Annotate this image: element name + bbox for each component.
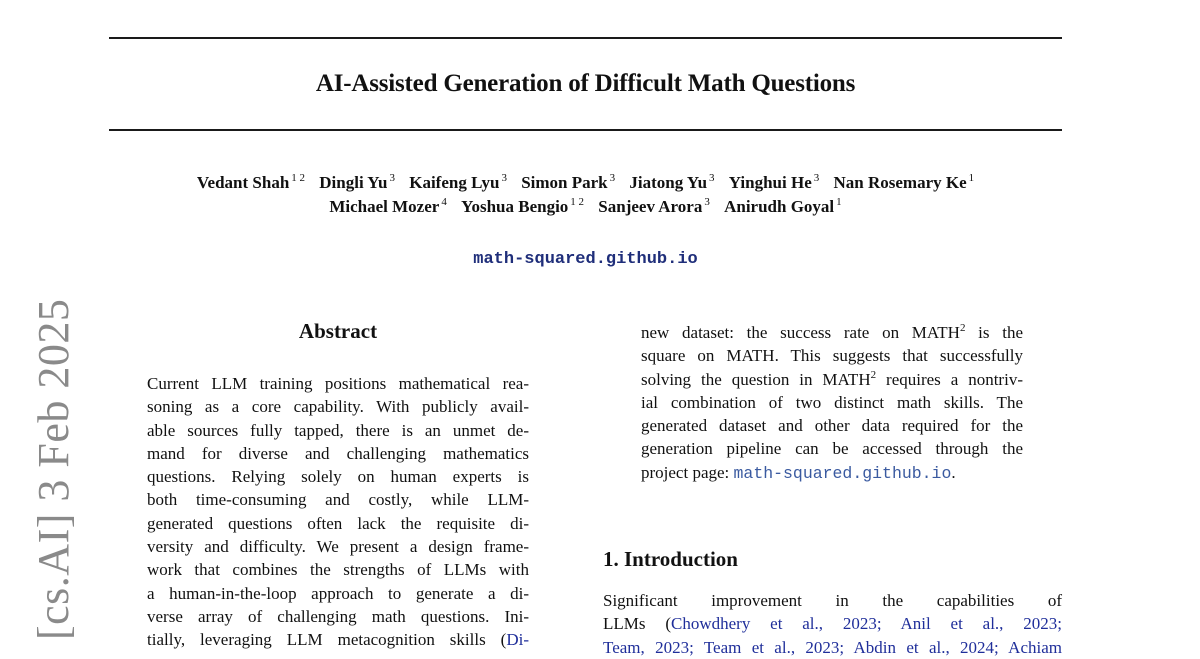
author: Yoshua Bengio $^{1 2}$ <box>461 196 585 216</box>
abstract-line: generated questions often lack the requisite di- <box>147 513 529 533</box>
author: Anirudh Goyal $^1$ <box>724 196 842 216</box>
top-rule <box>109 37 1062 39</box>
abstract-line: work that combines the strengths of LLMs with <box>147 560 529 580</box>
abstract-body <box>147 372 529 652</box>
title-bottom-rule <box>109 129 1062 131</box>
abstract-line: questions. Relying solely on human experts is <box>147 467 529 487</box>
abstract-line: both time-consuming and costly, while LLM- <box>147 490 529 510</box>
author: Dingli Yu $^3$ <box>319 172 395 192</box>
project-page-link[interactable]: math-squared.github.io <box>473 250 698 269</box>
author: Sanjeev Arora $^3$ <box>598 196 710 216</box>
abstract-line: tially, leveraging LLM metacognition skills (Di- <box>147 630 529 650</box>
paper-title: AI-Assisted Generation of Difficult Math Questions <box>315 70 856 97</box>
author: Jiatong Yu $^3$ <box>629 172 715 192</box>
author: Yinghui He $^3$ <box>728 172 820 192</box>
abstract-line: solving the question in MATH$^2$ requires a nontriv- <box>641 368 1023 389</box>
abstract-line: Current LLM training positions mathematical rea- <box>147 374 529 393</box>
abstract-line: generation pipeline can be accessed through the <box>641 439 1023 459</box>
abstract-line: generated dataset and other data required for the <box>641 416 1023 436</box>
citation-link[interactable]: Team, 2023; Team et al., 2023; Abdin et al., 2024; Achiam <box>603 637 1062 657</box>
author: Kaifeng Lyu $^3$ <box>409 172 507 192</box>
author-list-row-2 <box>109 197 1062 217</box>
abstract-line: soning as a core capability. With publicly avail- <box>147 397 529 417</box>
project-page-link-inline[interactable]: math-squared.github.io <box>733 463 952 483</box>
introduction-heading: 1. Introduction <box>603 547 738 571</box>
abstract-line: able sources fully tapped, there is an unmet de- <box>147 420 529 440</box>
abstract-continuation <box>641 321 1023 484</box>
intro-line <box>603 636 1062 659</box>
author: Nan Rosemary Ke $^1$ <box>833 172 975 192</box>
abstract-line: mand for diverse and challenging mathematics <box>147 443 529 463</box>
abstract-line: square on MATH. This suggests that successfully <box>641 346 1023 366</box>
author: Simon Park $^3$ <box>521 172 616 192</box>
author: Michael Mozer $^4$ <box>329 196 447 216</box>
abstract-line: ial combination of two distinct math skills. The <box>641 392 1023 412</box>
arxiv-stamp: [cs.AI] 3 Feb 2025 <box>29 298 78 640</box>
abstract-line: verse array of challenging math questions. Ini- <box>147 606 529 626</box>
author-list-row-1 <box>109 173 1062 193</box>
abstract-line: project page: math-squared.github.io. <box>641 462 956 483</box>
citation-link[interactable]: Di- <box>506 630 529 650</box>
abstract-line: new dataset: the success rate on MATH$^2$ is the <box>641 322 1023 342</box>
abstract-heading: Abstract <box>298 319 378 343</box>
citation-link[interactable]: Chowdhery et al., 2023; Anil et al., 2023; <box>671 614 1062 634</box>
abstract-line: a human-in-the-loop approach to generate a di- <box>147 583 529 603</box>
intro-line: LLMs (Chowdhery et al., 2023; Anil et al., 2023; <box>603 614 1062 634</box>
intro-line: Significant improvement in the capabilities of <box>603 591 1062 610</box>
author: Vedant Shah $^{1 2}$ <box>196 172 306 192</box>
abstract-line: versity and difficulty. We present a design frame- <box>147 537 529 557</box>
introduction-body <box>603 589 1062 659</box>
